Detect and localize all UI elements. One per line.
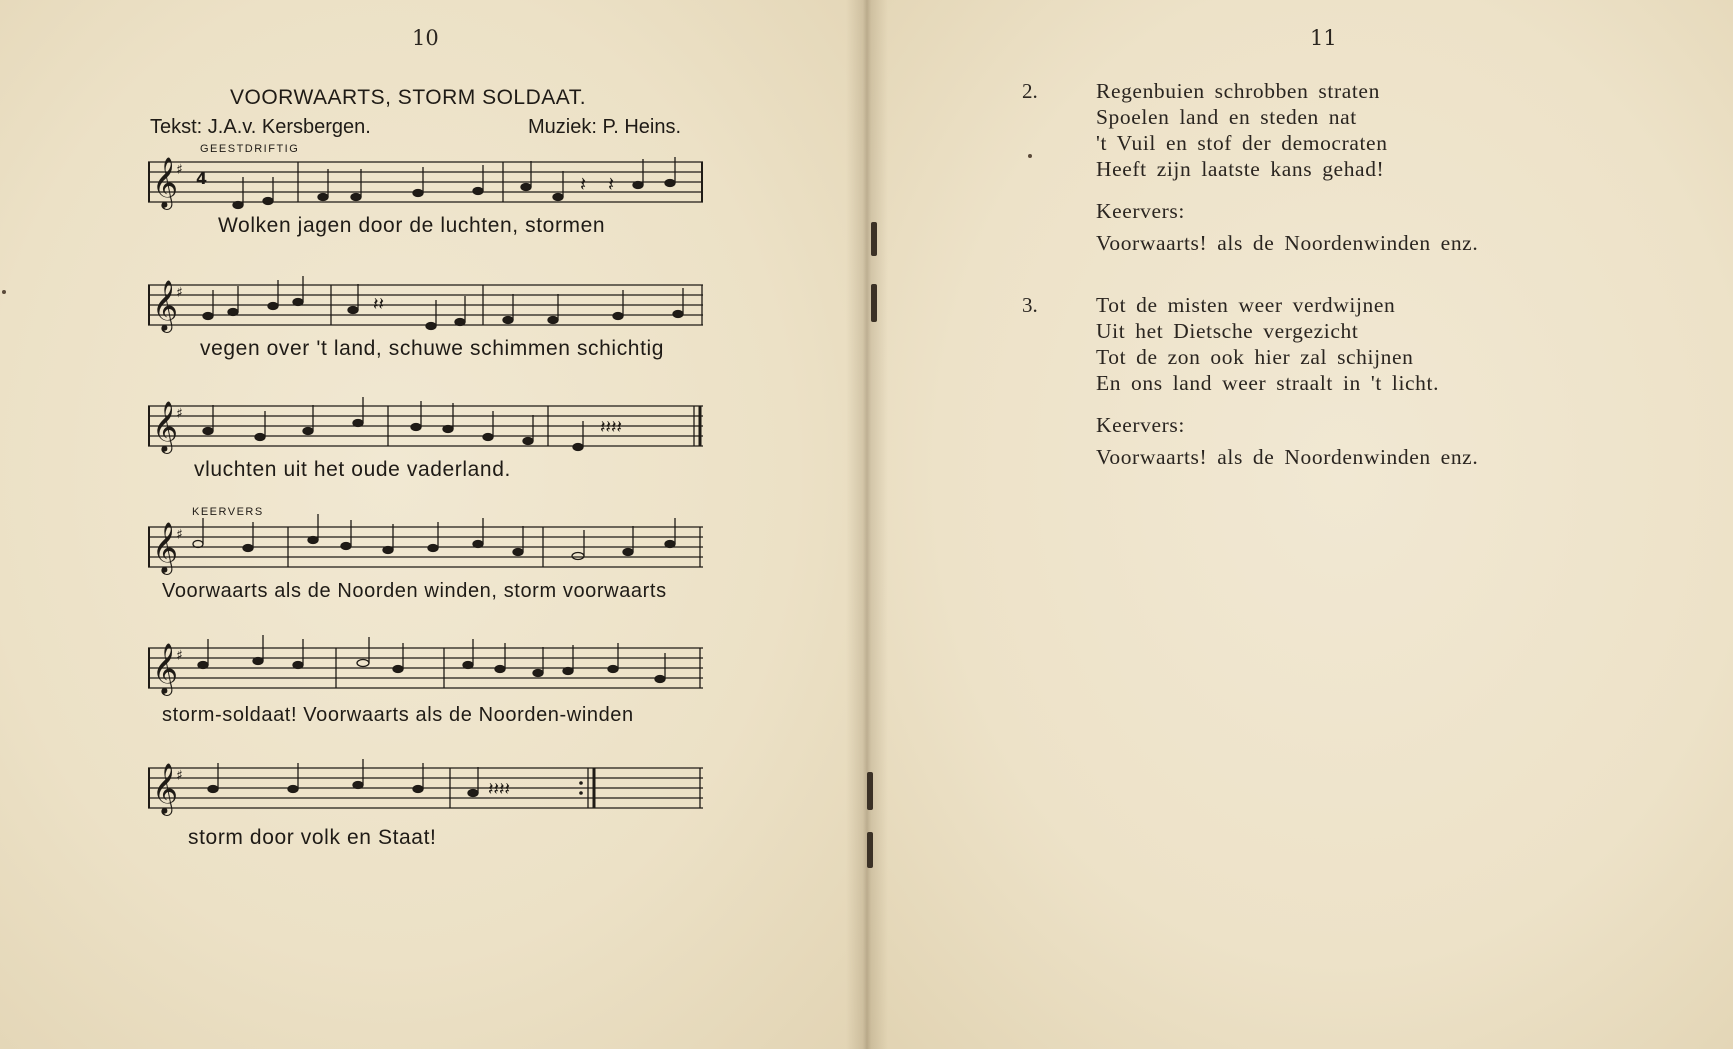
svg-text:𝄽: 𝄽 xyxy=(608,172,615,196)
page-number-right: 11 xyxy=(1310,26,1337,50)
binding-stitch xyxy=(871,222,877,256)
music-staff-6 xyxy=(148,763,703,813)
music-staff-1 xyxy=(148,157,703,207)
verse-3-line-3: Tot de zon ook hier zal schijnen xyxy=(1096,345,1414,369)
svg-text:𝄽𝄽𝄽𝄽: 𝄽𝄽𝄽𝄽 xyxy=(600,417,623,438)
verse-2-line-2: Spoelen land en steden nat xyxy=(1096,105,1357,129)
verse-number-3: 3. xyxy=(1022,293,1038,317)
music-staff-4 xyxy=(148,522,703,572)
svg-text:𝄽𝄽: 𝄽𝄽 xyxy=(373,294,385,315)
lyric-line-4: Voorwaarts als de Noorden winden, storm voorwaarts xyxy=(162,580,667,602)
refrain-marking: KEERVERS xyxy=(192,506,264,518)
lyric-line-2: vegen over 't land, schuwe schimmen schichtig xyxy=(200,337,665,360)
verse-2-line-4: Heeft zijn laatste kans gehad! xyxy=(1096,157,1385,181)
verse-3-line-4: En ons land weer straalt in 't licht. xyxy=(1096,371,1440,395)
svg-text:♯: ♯ xyxy=(176,406,183,422)
verse-2-line-3: 't Vuil en stof der democraten xyxy=(1096,131,1388,155)
svg-text:♯: ♯ xyxy=(176,162,183,178)
svg-text:𝄞: 𝄞 xyxy=(152,157,179,208)
music-staff-5 xyxy=(148,643,703,693)
verse-3-line-2: Uit het Dietsche vergezicht xyxy=(1096,319,1359,343)
verse-2-refrain-line: Voorwaarts! als de Noordenwinden enz. xyxy=(1096,231,1479,255)
verse-2-line-1: Regenbuien schrobben straten xyxy=(1096,79,1380,103)
svg-text:𝄞: 𝄞 xyxy=(152,280,179,331)
svg-text:♯: ♯ xyxy=(176,285,183,301)
lyric-line-5: storm-soldaat! Voorwaarts als de Noorden-winden xyxy=(162,704,634,726)
lyricist-credit: Tekst: J.A.v. Kersbergen. xyxy=(150,116,371,138)
verse-number-2: 2. xyxy=(1022,79,1038,103)
verse-3-line-1: Tot de misten weer verdwijnen xyxy=(1096,293,1396,317)
svg-text:♯: ♯ xyxy=(176,768,183,784)
svg-text:𝄞: 𝄞 xyxy=(152,643,179,694)
svg-text:𝄞: 𝄞 xyxy=(152,763,179,814)
left-page xyxy=(0,0,866,1049)
paper-speck xyxy=(2,290,6,294)
book-gutter xyxy=(846,0,888,1049)
verse-3-refrain-label: Keervers: xyxy=(1096,413,1185,437)
page-number-left: 10 xyxy=(412,26,439,50)
music-staff-3 xyxy=(148,401,703,451)
svg-text:𝄞: 𝄞 xyxy=(152,401,179,452)
music-staff-2 xyxy=(148,280,703,330)
binding-stitch xyxy=(867,772,873,810)
binding-stitch xyxy=(867,832,873,868)
svg-text:♯: ♯ xyxy=(176,648,183,664)
svg-text:4: 4 xyxy=(196,169,208,188)
svg-text:𝄽𝄽𝄽𝄽: 𝄽𝄽𝄽𝄽 xyxy=(488,779,511,800)
svg-text:𝄞: 𝄞 xyxy=(152,522,179,573)
tempo-marking: GEESTDRIFTIG xyxy=(200,143,300,155)
verse-3-refrain-line: Voorwaarts! als de Noordenwinden enz. xyxy=(1096,445,1479,469)
lyric-line-3: vluchten uit het oude vaderland. xyxy=(194,458,511,481)
svg-text:𝄽: 𝄽 xyxy=(580,172,587,196)
lyric-line-1: Wolken jagen door de luchten, stormen xyxy=(218,214,606,237)
paper-speck xyxy=(1028,154,1032,158)
lyric-line-6: storm door volk en Staat! xyxy=(188,826,437,849)
composer-credit: Muziek: P. Heins. xyxy=(528,116,682,138)
svg-text:♯: ♯ xyxy=(176,527,183,543)
verse-2-refrain-label: Keervers: xyxy=(1096,199,1185,223)
binding-stitch xyxy=(871,284,877,322)
song-title: VOORWAARTS, STORM SOLDAAT. xyxy=(230,86,587,109)
